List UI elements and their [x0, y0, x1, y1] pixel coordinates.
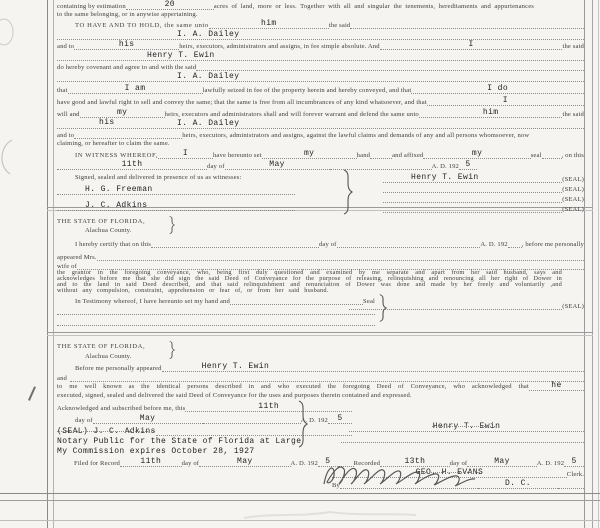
dotted-leader [337, 243, 481, 248]
clerk-label: Clerk. [566, 471, 584, 478]
dotted-leader [542, 154, 562, 159]
fill-he: he [529, 381, 584, 391]
signature-line [349, 422, 584, 432]
fill-i: I [427, 96, 584, 106]
dotted-leader [341, 438, 584, 443]
printed-text: the said [562, 43, 584, 50]
seal-label: (SEAL) [562, 196, 584, 203]
witness-column [57, 173, 295, 213]
scan-artifact-curve [0, 138, 18, 176]
form-line [57, 352, 584, 360]
fill-month: May [225, 160, 330, 170]
printed-text: heirs, executors, administrators and assigns, in fee simple absolute. And [179, 43, 380, 50]
printed-text: acres of land, more or less. Together with all and singular the tenements, hereditaments and appurtenances [213, 3, 534, 10]
form-line [57, 318, 375, 326]
printed-text: have good and lawful right to sell and convey the same; that the same is free from all incumbrances of any kind whatsoever, and that [57, 99, 427, 106]
form-line [57, 161, 477, 170]
printed-text: that [57, 87, 68, 94]
fill-appeared-name: Henry T. Ewin [162, 362, 584, 372]
printed-text: lawfully seized in fee of the property herein and hereby conveyed, and that [202, 87, 412, 94]
scan-artifact-pen-mark [28, 386, 35, 400]
form-line [57, 150, 584, 159]
form-line [57, 51, 584, 61]
seal-label: (SEAL) [562, 186, 584, 193]
printed-text: Recorded [353, 460, 381, 467]
printed-text: and [57, 375, 67, 382]
fill-i-am: I am [68, 84, 203, 94]
brace-icon [343, 169, 353, 215]
form-line [57, 20, 584, 29]
dotted-leader [203, 419, 301, 424]
printed-text: , before me personally [521, 241, 584, 248]
printed-text: the said [562, 111, 584, 118]
form-line [57, 131, 584, 139]
dotted-leader [383, 208, 562, 213]
form-line [57, 446, 584, 456]
fill-filed-day: 11th [120, 457, 182, 467]
printed-text: day of [181, 460, 200, 467]
form-line [57, 139, 584, 147]
form-line [57, 362, 584, 372]
form-line [57, 185, 295, 195]
form-line [57, 201, 295, 211]
printed-text: will and [57, 111, 80, 118]
fill-witness-1: H. G. Freeman [57, 185, 295, 195]
form-line [57, 97, 584, 106]
dotted-leader [196, 66, 584, 71]
dotted-leader [558, 484, 584, 489]
fill-acres: 20 [126, 0, 214, 10]
form-line [57, 217, 584, 225]
fill-filed-month: May [199, 457, 290, 467]
dotted-leader [370, 154, 392, 159]
printed-text: In Testimony whereof, I have hereunto set my hand and [75, 297, 230, 305]
left-margin-rule-inner [53, 0, 54, 528]
printed-text: day of [449, 460, 468, 467]
form-line [57, 391, 584, 399]
dotted-leader [74, 134, 182, 139]
right-edge-rule [598, 0, 599, 528]
brace-icon [169, 216, 175, 234]
right-margin-rule-outer [592, 0, 593, 528]
seal-label: (SEAL) [562, 206, 584, 213]
printed-text: THE STATE OF FLORIDA, [57, 343, 146, 350]
fill-grantor-signature: Henry T. Ewin [349, 422, 584, 432]
printed-text: Before me personally appeared [75, 365, 162, 372]
seal-line [383, 185, 584, 193]
printed-text: wife of [57, 263, 77, 270]
dotted-leader [383, 198, 562, 203]
form-line [57, 2, 584, 10]
printed-text: A. D. 192 [290, 460, 318, 467]
fill-deputy-initials: D. C. [478, 479, 558, 489]
fill-clerk-name: GEO. H. EVANS [332, 468, 567, 478]
fill-ack-month: May [93, 414, 203, 424]
dower-paragraph: the grantor in the foregoing conveyance, who, being first duly questioned and examined by me separate and apart from her said husband, says and acknowledges before me that she did sign the said Deed of Conveyance for the purpose of releasing, relinquishing and renouncing all her right of Dower in and to the land in said Deed described, and that said relinquishment and renunciation of Dower was done and made by her freely and voluntarily ,and without any compulsion, constraint, apprehension or fear of, or from her said husband. [57, 269, 562, 294]
form-line [57, 10, 584, 18]
dotted-leader [350, 24, 584, 29]
fill-commission-expiry: My Commission expires October 28, 1927 [57, 447, 255, 456]
form-line [57, 119, 584, 129]
fill-ack-day: 11th [185, 402, 352, 412]
printed-text: the said [328, 22, 351, 29]
handwritten-signature [320, 458, 480, 490]
printed-text: and to [57, 43, 75, 50]
printed-text: do hereby covenant and agree to and with the said [57, 64, 197, 71]
printed-text: day of [318, 241, 337, 248]
form-line [57, 296, 375, 305]
fill-grantee-name: I. A. Dailey [57, 72, 584, 82]
section-divider-2b [47, 335, 593, 336]
dotted-leader [57, 310, 375, 315]
dotted-leader [57, 321, 375, 326]
form-line [57, 226, 584, 234]
fill-grantee-name: I. A. Dailey [57, 119, 584, 129]
grantor-acknowledgment-section [57, 340, 584, 456]
printed-text: heirs, executors, administrators and assigns, against the lawful claims and demands of any and all persons whomsoever, now [182, 132, 530, 139]
printed-text: TO HAVE AND TO HOLD, the same unto [75, 22, 209, 29]
form-line [57, 374, 584, 382]
printed-text: and to [57, 132, 75, 139]
fill-i-do: I do [411, 84, 584, 94]
printed-text: I hereby certify that on this [75, 241, 151, 248]
printed-text: hand [356, 152, 371, 159]
fill-grantee-name: I. A. Dailey [57, 30, 584, 40]
form-line [57, 173, 295, 181]
dotted-leader [508, 243, 522, 248]
fill-grantor-signature: Henry T. Ewin [383, 173, 562, 183]
section-divider-2a [47, 332, 593, 333]
printed-text: day of [207, 163, 225, 170]
printed-text: have hereunto set [212, 152, 262, 159]
form-line [57, 41, 584, 50]
seal-line [349, 302, 584, 310]
form-line [57, 109, 584, 118]
fill-witness-2: J. C. Adkins [57, 201, 295, 211]
printed-text: to me well known as the identical persons described in and who executed the foregoing Deed of Conveyance, who acknowledged that [57, 383, 529, 390]
printed-text: Acknowledged and subscribed before me, this [57, 405, 186, 412]
printed-text: A. D. 192 [300, 417, 328, 424]
fill-him: him [419, 108, 563, 118]
printed-text: A. D. 192 [536, 460, 565, 467]
fill-his-interlined: his [99, 118, 115, 127]
printed-text: A. D. 192 [480, 241, 508, 248]
form-line [57, 307, 375, 315]
dotted-leader [156, 431, 352, 436]
form-line [57, 72, 584, 82]
fill-my: my [80, 108, 165, 118]
seal-column [383, 173, 584, 213]
scan-artifact-circle [0, 16, 18, 48]
dotted-leader [70, 377, 584, 382]
seal-line [383, 195, 584, 203]
seal-line [383, 205, 584, 213]
bottom-rule-1 [0, 493, 600, 494]
printed-text: appeared Mrs. [57, 254, 97, 261]
fill-ack-year: 5 [328, 414, 352, 424]
form-line [57, 383, 584, 391]
printed-text: Alachua County. [85, 353, 132, 360]
printed-text: By [332, 482, 340, 489]
dotted-leader [230, 300, 363, 305]
witness-seal-block [57, 173, 584, 213]
printed-text: and affixed [392, 152, 424, 159]
fill-my: my [423, 149, 530, 159]
fill-i: I [158, 149, 213, 159]
printed-text: IN WITNESS WHEREOF, [75, 152, 158, 159]
dotted-leader [383, 188, 562, 193]
printed-text: Seal [363, 297, 375, 305]
dotted-leader [151, 243, 319, 248]
bottom-rule-2 [0, 500, 600, 501]
brace-icon [169, 341, 175, 359]
dotted-leader [97, 256, 584, 261]
printed-text: executed, signed, sealed and delivered the said Deed of Conveyance for the uses and purposes therein contained and expressed. [57, 392, 412, 399]
right-margin-rule-inner [584, 0, 585, 528]
fill-unto: him [209, 19, 329, 29]
scan-artifact-smudge [240, 509, 420, 521]
fill-heirs: his [74, 40, 179, 50]
printed-text: seal [530, 152, 542, 159]
seal-label: (SEAL) [562, 176, 584, 183]
printed-text: claiming, or hereafter to claim the same. [57, 140, 170, 147]
fill-notary-title: Notary Public for the State of Florida at Large [57, 437, 302, 446]
form-line [57, 342, 584, 350]
deed-section [57, 2, 584, 213]
printed-text: , on this [561, 152, 584, 159]
fill-my: my [262, 149, 357, 159]
fill-notary-seal-signature: (SEAL) J. C. Adkins [57, 427, 156, 436]
printed-text: heirs, executors and administrators shall and will forever warrant and defend the same unto [164, 111, 419, 118]
dower-acknowledgment-section [57, 214, 584, 326]
printed-text: Signed, sealed and delivered in presence of us as witnesses: [75, 174, 242, 181]
printed-text: THE STATE OF FLORIDA, [57, 218, 146, 225]
fill-filed-year: 5 [318, 457, 338, 467]
form-line [57, 239, 584, 248]
printed-text: Alachua County. [85, 227, 132, 234]
printed-text: A. D. 192 [431, 163, 459, 170]
form-line [57, 62, 584, 71]
fill-day: 11th [57, 160, 207, 170]
form-line [57, 30, 584, 40]
form-line [57, 252, 584, 261]
printed-text: day of [75, 417, 93, 424]
printed-text: to the same belonging, or in anywise appertaining. [57, 11, 198, 18]
fill-year: 5 [459, 160, 477, 170]
brace-icon [298, 400, 308, 448]
printed-text: containing by estimation [57, 3, 126, 10]
fill-recorded-year: 5 [564, 457, 584, 467]
form-line [57, 85, 584, 94]
seal-line [383, 173, 584, 183]
left-margin-rule-outer [47, 0, 48, 528]
brace-gap [295, 173, 383, 213]
fill-grantor-name: Henry T. Ewin [57, 51, 584, 61]
dotted-leader [349, 305, 562, 310]
form-line [341, 435, 584, 443]
seal-label: (SEAL) [562, 303, 584, 310]
fill-recorded-month: May [467, 457, 537, 467]
printed-text: Filed for Record [74, 460, 120, 467]
fill-recorded-day: 13th [380, 457, 450, 467]
fill-grantor-pronoun: I [380, 40, 563, 50]
